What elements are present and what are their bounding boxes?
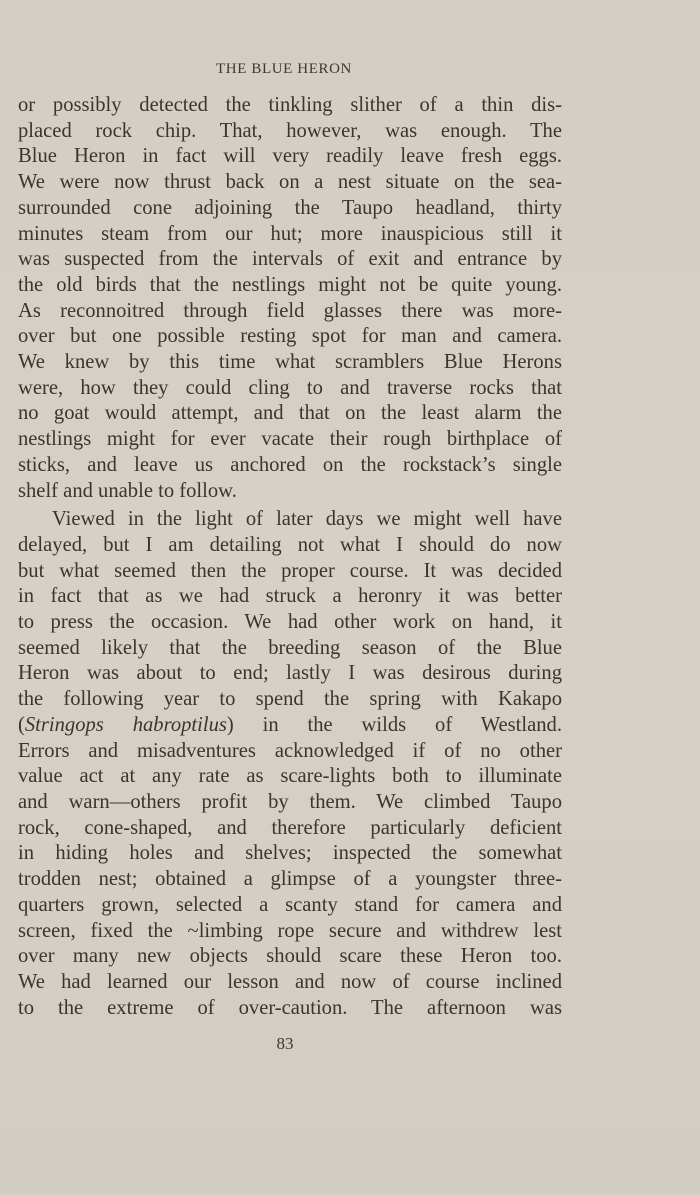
text-line: or possibly detected the tinkling slither of a thin dis- [18, 94, 562, 116]
text-line: quarters grown, selected a scanty stand for camera and [18, 893, 562, 916]
text-line: over many new objects should scare these Heron too. [18, 945, 562, 968]
text-line: We knew by this time what scramblers Blue Herons [18, 351, 562, 374]
text-line: in fact that as we had struck a heronry it was better [18, 585, 562, 608]
text-line: placed rock chip. That, however, was enough. The [18, 119, 562, 142]
text-line: was suspected from the intervals of exit and entrance by [18, 248, 562, 271]
text-line: in hiding holes and shelves; inspected the somewhat [18, 842, 562, 865]
text-line: Errors and misadventures acknowledged if of no other [18, 739, 562, 762]
text-line: nestlings might for ever vacate their rough birthplace of [18, 428, 562, 451]
text-line-latin [18, 713, 562, 739]
text-line: Heron was about to end; lastly I was desirous during [18, 662, 562, 685]
text-line: value act at any rate as scare-lights both to illuminate [18, 765, 562, 788]
text-line: to press the occasion. We had other work on hand, it [18, 611, 562, 634]
text-line: sticks, and leave us anchored on the rockstack’s single [18, 453, 562, 476]
text-line: Viewed in the light of later days we might well have [52, 508, 562, 531]
text-line: were, how they could cling to and traverse rocks that [18, 376, 562, 399]
paragraph-1 [18, 93, 562, 504]
text-line: rock, cone-shaped, and therefore particularly deficient [18, 816, 562, 839]
text-line: As reconnoitred through field glasses there was more- [18, 299, 562, 322]
text-line: and warn—others profit by them. We climbed Taupo [18, 790, 562, 813]
text-line: shelf and unable to follow. [18, 479, 237, 502]
text-line: trodden nest; obtained a glimpse of a youngster three- [18, 868, 562, 891]
paragraph-2 [18, 507, 562, 1021]
text-line: to the extreme of over-caution. The afternoon was [18, 996, 562, 1019]
text-line: minutes steam from our hut; more inauspicious still it [18, 222, 562, 245]
latin-close: ) in the wilds of Westland. [226, 713, 562, 736]
text-line: the old birds that the nestlings might not be quite young. [18, 273, 562, 296]
running-head: THE BLUE HERON [216, 61, 352, 77]
text-line: over but one possible resting spot for man and camera. [18, 325, 562, 348]
page-number: 83 [276, 1034, 294, 1053]
text-line: no goat would attempt, and that on the least alarm the [18, 402, 562, 425]
latin-species-name: Stringops habroptilus [24, 713, 227, 736]
body-text [18, 93, 562, 1021]
latin-open: ( [18, 713, 25, 736]
text-line: We had learned our lesson and now of course inclined [18, 970, 562, 993]
text-line: surrounded cone adjoining the Taupo headland, thirty [18, 196, 562, 219]
text-line: but what seemed then the proper course. It was decided [18, 559, 562, 582]
text-line: We were now thrust back on a nest situate on the sea- [18, 171, 562, 194]
text-line: Blue Heron in fact will very readily leave fresh eggs. [18, 145, 562, 168]
text-line: screen, fixed the ~limbing rope secure and withdrew lest [18, 919, 562, 942]
text-line: seemed likely that the breeding season of the Blue [18, 636, 562, 659]
text-line: the following year to spend the spring with Kakapo [18, 688, 562, 711]
text-line: delayed, but I am detailing not what I should do now [18, 533, 562, 556]
